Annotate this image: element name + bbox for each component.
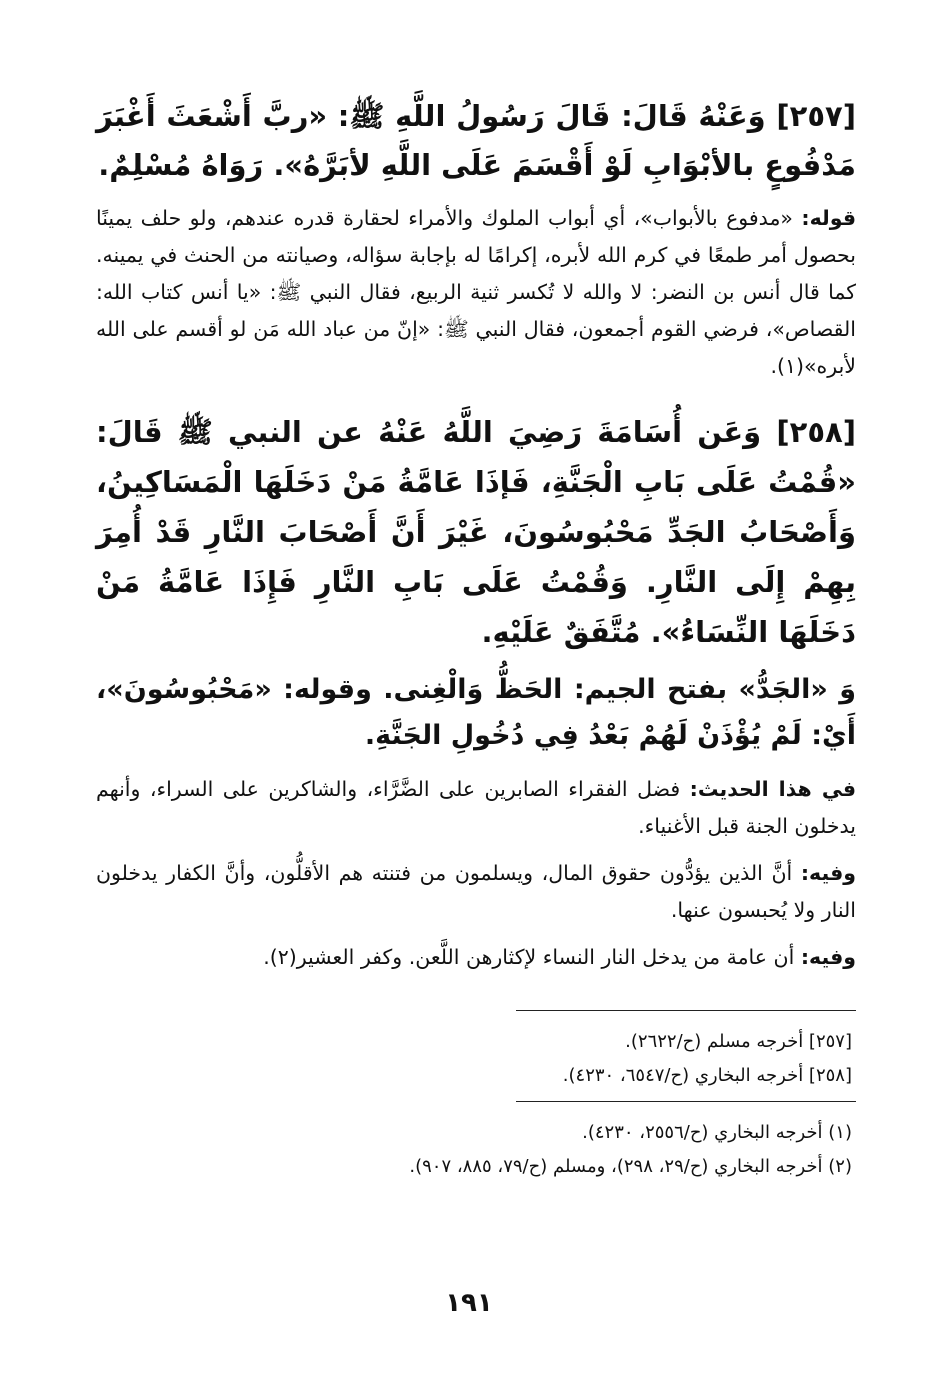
lesson-1-text: فضل الفقراء الصابرين على الضَّرَّاء، والشاكرين على السراء، وأنهم يدخلون الجنة قبل الأغنياء. [96,777,856,838]
sources-divider [516,1010,856,1011]
commentary-258: وَ «الجَدُّ» بفتح الجيم: الحَظُّ وَالْغِنى. وقوله: «مَحْبُوسُونَ»، أَيْ: لَمْ يُؤْذَنْ لَهُمْ بَعْدُ فِي دُخُولِ الجَنَّةِ. [96,674,856,751]
commentary-257-text: «مدفوع بالأبواب»، أي أبواب الملوك والأمراء لحقارة قدره عندهم، ولو حلف يمينًا بحصول أمر طمعًا في كرم الله لأبره، إكرامًا له بإجابة سؤاله، وصيانته من الحنث في يمينه. كما قال أنس بن النضر: لا والله لا تُكسر ثنية الربيع، فقال النبي ﷺ: «يا أنس كتاب الله: القصاص»، فرضي القوم أجمعون، فقال النبي ﷺ: «إنّ من عباد الله مَن لو أقسم على الله لأبره»(١). [96,206,856,378]
hadith-258: [٢٥٨] وَعَن أُسَامَةَ رَضِيَ اللَّهُ عَنْهُ عن النبي ﷺ قَالَ: «قُمْتُ عَلَى بَابِ الْجَنَّةِ، فَإذَا عَامَّةُ مَنْ دَخَلَهَا الْمَسَاكِينُ، وَأَصْحَابُ الجَدِّ مَحْبُوسُونَ، غَيْرَ أَنَّ أَصْحَابَ النَّارِ قَدْ أُمِرَ بِهِمْ إِلَى النَّارِ. وَقُمْتُ عَلَى بَابِ النَّارِ فَإِذَا عَامَّةُ مَنْ دَخَلَهَا النِّسَاءُ». مُتَّفَقٌ عَلَيْهِ. [96,415,856,649]
hadith-257: [٢٥٧] وَعَنْهُ قَالَ: قَالَ رَسُولُ اللَّهِ ﷺ: «ربَّ أَشْعَثَ أَغْبَرَ مَدْفُوعٍ بالأبْوَابِ لَوْ أَقْسَمَ عَلَى اللَّهِ لأبَرَّهُ». رَوَاهُ مُسْلِمٌ. [96,99,856,182]
page-body [96,92,856,1184]
lesson-2-lead: وفيه: [800,861,856,885]
source-257: [٢٥٧] أخرجه مسلم (ح/٢٦٢٢). [625,1031,852,1052]
lesson-1 [96,771,856,845]
lesson-3 [96,939,856,976]
commentary-257 [96,200,856,385]
lesson-2 [96,855,856,929]
page-number: ١٩١ [445,1288,493,1318]
lesson-3-text: أن عامة من يدخل النار النساء لإكثارهن اللَّعن. وكفر العشير(٢). [263,945,801,969]
footnotes-divider [516,1101,856,1102]
source-258: [٢٥٨] أخرجه البخاري (ح/٦٥٤٧، ٤٢٣٠). [562,1065,852,1086]
lesson-1-lead: في هذا الحديث: [689,777,856,801]
lesson-3-lead: وفيه: [800,945,856,969]
commentary-257-lead: قوله: [801,206,856,230]
footnote-1: (١) أخرجه البخاري (ح/٢٥٥٦، ٤٢٣٠). [582,1122,852,1143]
footnote-2: (٢) أخرجه البخاري (ح/٢٩، ٢٩٨)، ومسلم (ح/٧٩، ٨٨٥، ٩٠٧). [409,1156,852,1177]
lesson-2-text: أنَّ الذين يؤدُّون حقوق المال، ويسلمون من فتنته هم الأقلُّون، وأنَّ الكفار يدخلون النار ولا يُحبسون عنها. [96,861,856,922]
